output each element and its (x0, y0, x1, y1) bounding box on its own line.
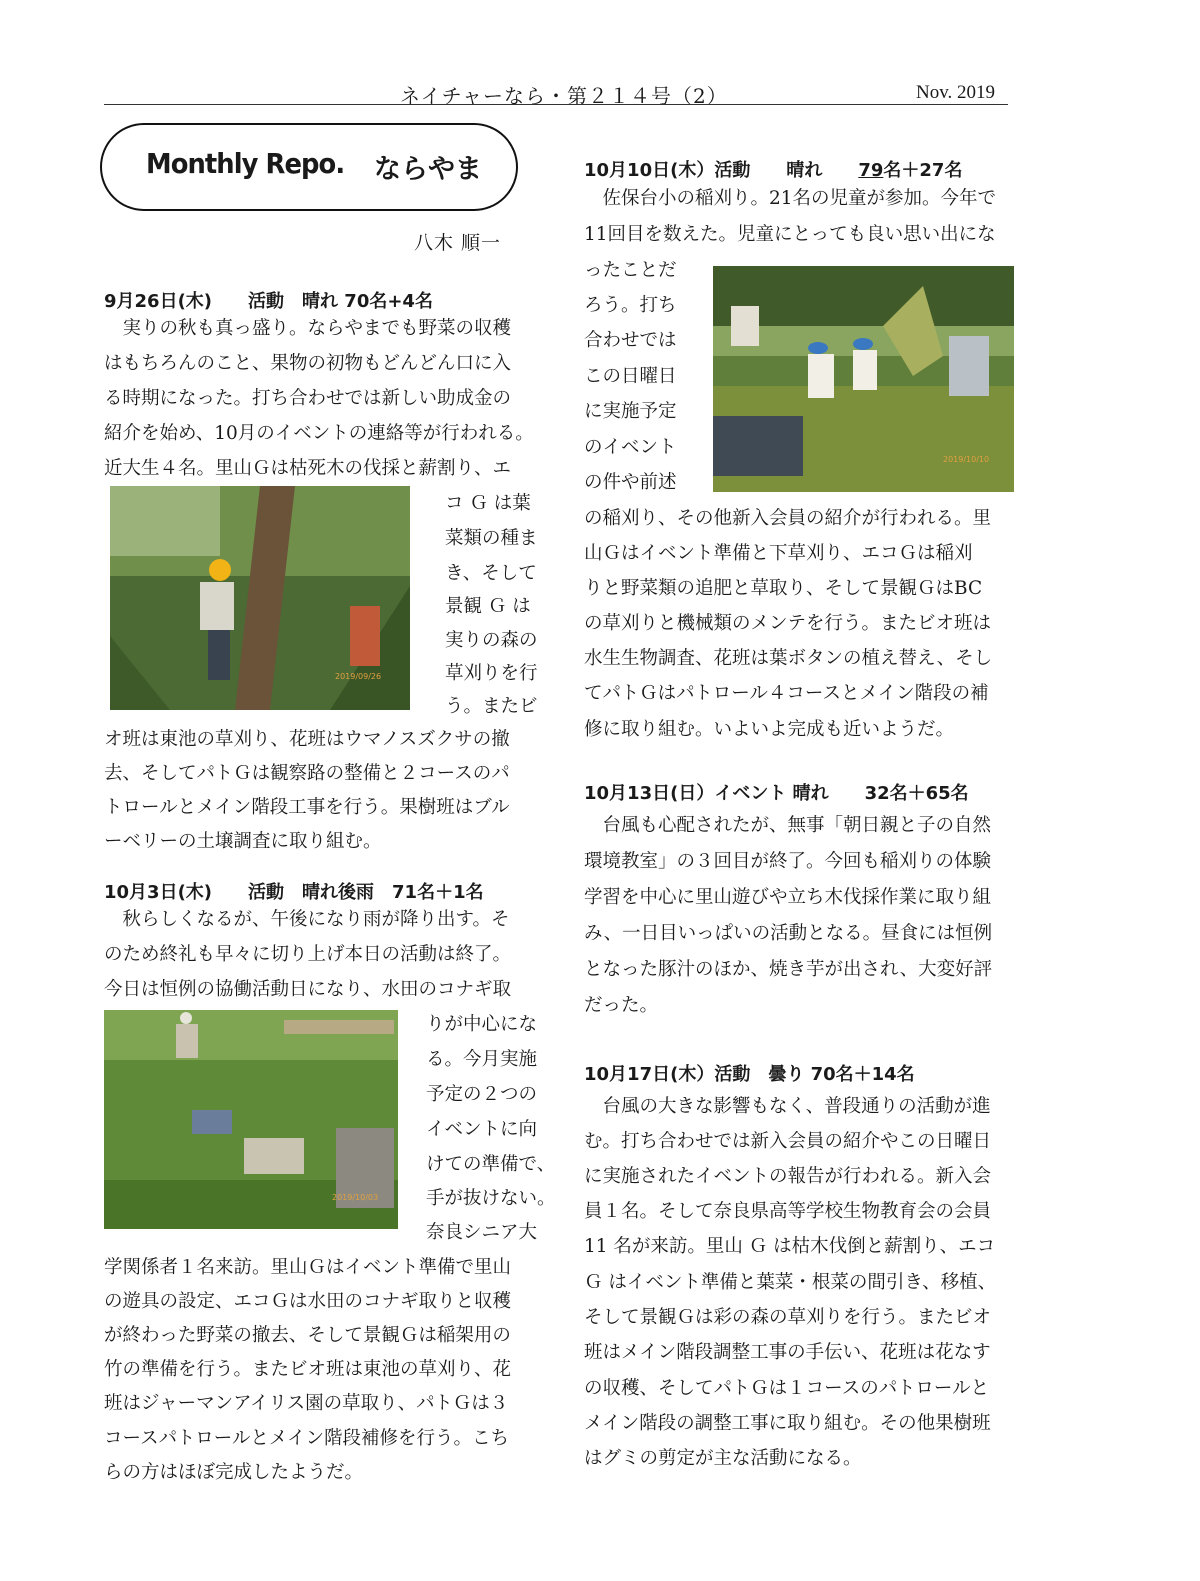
article-line: のイベント (584, 437, 677, 458)
article-line: 合わせでは (584, 330, 677, 351)
article-line: 近大生４名。里山Ｇは枯死木の伐採と薪割り、エ (104, 458, 512, 479)
article-heading-oct10: 10月10日(木）活動 晴れ 79名＋27名 (584, 160, 963, 181)
article-line: てパトＧはパトロール４コースとメイン階段の補 (584, 683, 989, 704)
article-line: ろう。打ち (584, 295, 677, 316)
article-line: の稲刈り、その他新入会員の紹介が行われる。里 (584, 508, 992, 529)
article-line: 実りの森の (445, 630, 538, 651)
photo-paddy-weeding (104, 1010, 398, 1229)
article-line: の収穫、そしてパトＧは１コースのパトロールと (584, 1378, 989, 1399)
article-line: る。今月実施 (426, 1049, 538, 1070)
issue-date: Nov. 2019 (916, 82, 995, 103)
article-line: 菜類の種ま (445, 528, 538, 549)
article-line: トロールとメイン階段工事を行う。果樹班はブル (104, 797, 510, 818)
article-line: 今日は恒例の協働活動日になり、水田のコナギ取 (104, 979, 512, 1000)
photo-forest-work (110, 486, 410, 710)
article-line: み、一日目いっぱいの活動となる。昼食には恒例 (584, 923, 993, 944)
article-line: の件や前述 (584, 472, 677, 493)
article-line: 員１名。そして奈良県高等学校生物教育会の会員 (584, 1201, 992, 1222)
article-line: 佐保台小の稲刈り。21名の児童が参加。今年で (584, 188, 997, 209)
article-line: る時期になった。打ち合わせでは新しい助成金の (104, 388, 512, 409)
article-line: む。打ち合わせでは新入会員の紹介やこの日曜日 (584, 1131, 992, 1152)
article-line: のため終礼も早々に切り上げ本日の活動は終了。 (104, 944, 512, 965)
article-line: りが中心にな (426, 1014, 538, 1035)
article-line: 修に取り組む。いよいよ完成も近いようだ。 (584, 719, 955, 740)
article-line: コ Ｇ は葉 (445, 493, 531, 514)
article-line: 班はメイン階段調整工事の手伝い、花班は花なす (584, 1342, 991, 1363)
article-line: けての準備で、 (426, 1154, 556, 1175)
photo-date-stamp: 2019/09/26 (335, 672, 382, 681)
article-line: に実施されたイベントの報告が行われる。新入会 (584, 1166, 992, 1187)
article-line: この日曜日 (584, 366, 677, 387)
article-line: 竹の準備を行う。またビオ班は東池の草刈り、花 (104, 1359, 512, 1380)
photo-rice-harvest (713, 266, 1014, 492)
article-line: イベントに向 (426, 1119, 538, 1140)
article-line: となった豚汁のほか、焼き芋が出され、大変好評 (584, 959, 993, 980)
article-line: う。またビ (445, 696, 538, 717)
article-line: そして景観Ｇは彩の森の草刈りを行う。またビオ (584, 1307, 992, 1328)
section-banner (100, 123, 518, 211)
article-line: 予定の２つの (426, 1084, 538, 1105)
article-line: らの方はほぼ完成したようだ。 (104, 1462, 364, 1483)
article-line: はグミの剪定が主な活動になる。 (584, 1448, 862, 1469)
article-line: りと野菜類の追肥と草取り、そして景観ＧはBC (584, 578, 983, 599)
article-line: Ｇ はイベント準備と葉菜・根菜の間引き、移植、 (584, 1272, 997, 1293)
article-line: き、そして (445, 563, 537, 584)
article-line: に実施予定 (584, 401, 677, 422)
photo-date-stamp: 2019/10/10 (943, 455, 990, 464)
article-line: 手が抜けない。 (426, 1188, 556, 1209)
article-line: 11回目を数えた。児童にとっても良い思い出にな (584, 224, 996, 245)
article-line: 学習を中心に里山遊びや立ち木伐採作業に取り組 (584, 887, 992, 908)
article-heading-oct3: 10月3日(木) 活動 晴れ後雨 71名＋1名 (104, 882, 484, 903)
article-line: が終わった野菜の撤去、そして景観Ｇは稲架用の (104, 1325, 511, 1346)
article-line: コースパトロールとメイン階段補修を行う。こち (104, 1428, 509, 1449)
article-line: 水生生物調査、花班は葉ボタンの植え替え、そし (584, 648, 993, 669)
newsletter-issue-title: ネイチャーなら・第２１４号（2） (400, 84, 728, 108)
article-line: だった。 (584, 995, 659, 1016)
article-line: 班はジャーマンアイリス園の草取り、パトＧは３ (104, 1393, 509, 1414)
banner-title-ja: ならやま (374, 154, 482, 185)
article-line: 山Ｇはイベント準備と下草刈り、エコＧは稲刈 (584, 543, 973, 564)
article-line: 去、そしてパトＧは観察路の整備と２コースのパ (104, 763, 510, 784)
article-line: メイン階段の調整工事に取り組む。その他果樹班 (584, 1413, 991, 1434)
photo-date-stamp: 2019/10/03 (332, 1193, 379, 1202)
article-line: 台風も心配されたが、無事「朝日親と子の自然 (584, 815, 992, 836)
article-line: 景観 Ｇ は (445, 596, 531, 617)
article-line: 学関係者１名来訪。里山Ｇはイベント準備で里山 (104, 1257, 512, 1278)
article-line: はもちろんのこと、果物の初物もどんどん口に入 (104, 353, 512, 374)
article-line: 秋らしくなるが、午後になり雨が降り出す。そ (104, 909, 510, 930)
article-line: ったことだ (584, 260, 677, 281)
article-line: オ班は東池の草刈り、花班はウマノスズクサの撤 (104, 729, 510, 750)
article-line: 草刈りを行 (445, 663, 538, 684)
article-heading-oct17: 10月17日(木）活動 曇り 70名＋14名 (584, 1064, 915, 1085)
article-line: の草刈りと機械類のメンテを行う。またビオ班は (584, 613, 992, 634)
article-line: 実りの秋も真っ盛り。ならやまでも野菜の収穫 (104, 318, 512, 339)
article-heading-oct13: 10月13日(日）イベント 晴れ 32名＋65名 (584, 783, 969, 804)
article-line: 環境教室」の３回目が終了。今回も稲刈りの体験 (584, 851, 992, 872)
article-line: 奈良シニア大 (426, 1222, 538, 1243)
header-rule (104, 104, 1008, 105)
article-line: の遊具の設定、エコＧは水田のコナギ取りと収穫 (104, 1291, 512, 1312)
article-line: ーベリーの土壌調査に取り組む。 (104, 831, 382, 852)
author-name: 八木 順一 (414, 232, 502, 254)
article-line: 台風の大きな影響もなく、普段通りの活動が進 (584, 1096, 991, 1117)
banner-title-en: Monthly Repo. (146, 147, 345, 180)
article-heading-sep26: 9月26日(木) 活動 晴れ 70名+4名 (104, 291, 433, 312)
article-line: 11 名が来訪。里山 Ｇ は枯木伐倒と薪割り、エコ (584, 1236, 996, 1257)
article-line: 紹介を始め、10月のイベントの連絡等が行われる。 (104, 423, 534, 444)
